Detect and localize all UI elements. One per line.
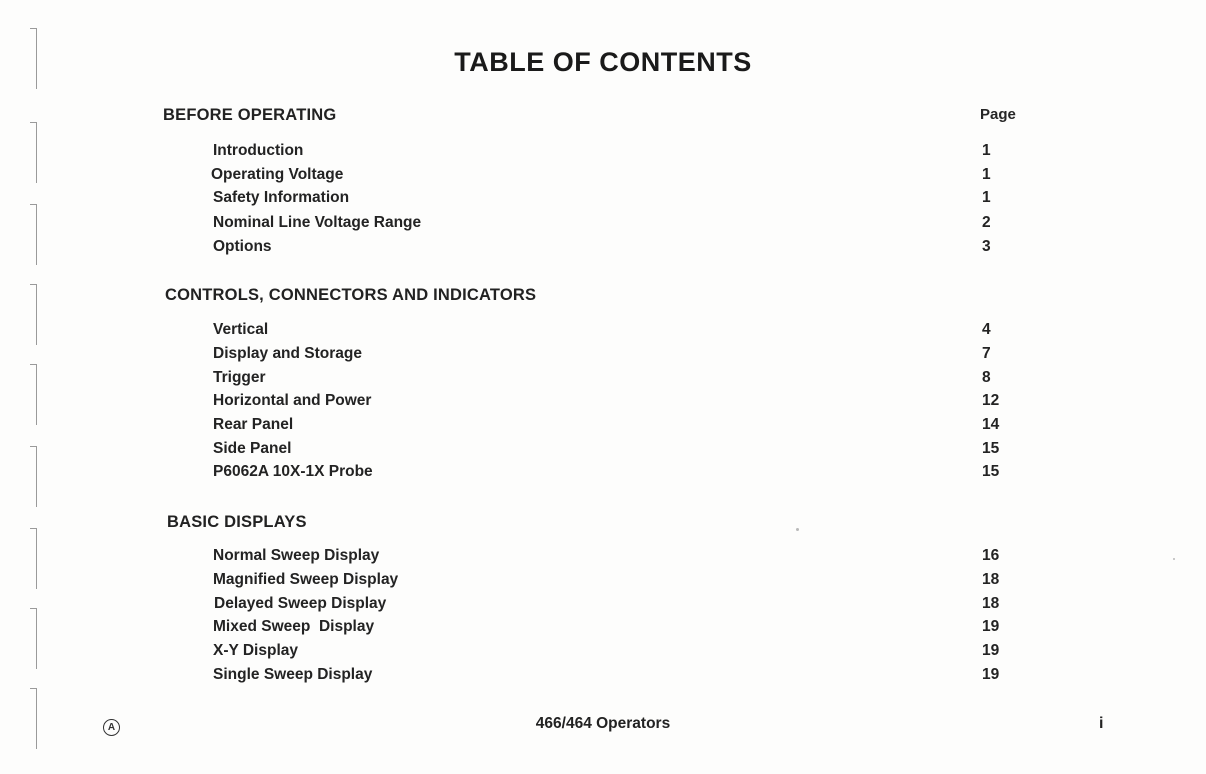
toc-entry-page: 15: [982, 440, 1000, 457]
paper-speck: [796, 528, 799, 531]
toc-entry: [0, 463, 1206, 486]
toc-entry-label: Nominal Line Voltage Range: [213, 214, 422, 231]
toc-entry-page: 18: [982, 595, 1000, 612]
page-title: TABLE OF CONTENTS: [454, 47, 752, 77]
toc-entry-page: 12: [982, 392, 1000, 409]
toc-entry: [0, 238, 1206, 261]
toc-entry: [0, 416, 1206, 439]
toc-entry-label: Mixed Sweep Display: [213, 618, 375, 635]
toc-entry: [0, 166, 1206, 189]
toc-entry-page: 7: [982, 345, 991, 362]
toc-entry-page: 1: [982, 189, 991, 206]
toc-entry-label: Operating Voltage: [211, 166, 344, 183]
toc-entry: [0, 666, 1206, 689]
toc-entry-label: Normal Sweep Display: [213, 547, 380, 564]
toc-entry-label: Side Panel: [213, 440, 292, 457]
footer-document-title: 466/464 Operators: [535, 715, 671, 732]
toc-entry-page: 19: [982, 618, 1000, 635]
toc-entry: [0, 392, 1206, 415]
toc-entry-page: 19: [982, 666, 1000, 683]
toc-entry-label: Vertical: [213, 321, 269, 338]
toc-entry-page: 8: [982, 369, 991, 386]
toc-entry-page: 18: [982, 571, 1000, 588]
toc-entry-label: Single Sweep Display: [213, 666, 373, 683]
toc-entry-label: Horizontal and Power: [213, 392, 372, 409]
toc-entry: [0, 142, 1206, 165]
page-column-heading: Page: [980, 106, 1016, 123]
footer-page-number: i: [1099, 715, 1104, 732]
toc-entry: [0, 642, 1206, 665]
section-heading-basic-displays: BASIC DISPLAYS: [167, 513, 307, 531]
toc-entry-page: 19: [982, 642, 1000, 659]
toc-entry-label: Trigger: [213, 369, 266, 386]
toc-entry-label: P6062A 10X-1X Probe: [213, 463, 373, 480]
toc-entry: [0, 321, 1206, 344]
toc-entry: [0, 214, 1206, 237]
toc-entry: [0, 571, 1206, 594]
toc-entry-label: Introduction: [213, 142, 304, 159]
toc-entry: [0, 618, 1206, 641]
toc-entry-label: X-Y Display: [213, 642, 299, 659]
toc-entry-page: 4: [982, 321, 991, 338]
section-heading-controls-connectors-indicators: CONTROLS, CONNECTORS AND INDICATORS: [165, 286, 537, 304]
toc-entry-label: Options: [213, 238, 272, 255]
toc-entry-label: Magnified Sweep Display: [213, 571, 399, 588]
toc-entry-page: 14: [982, 416, 1000, 433]
toc-entry: [0, 440, 1206, 463]
toc-entry: [0, 547, 1206, 570]
toc-entry-page: 1: [982, 142, 991, 159]
toc-entry-page: 15: [982, 463, 1000, 480]
toc-entry: [0, 189, 1206, 212]
revision-mark: A: [103, 719, 120, 736]
toc-entry-label: Safety Information: [213, 189, 350, 206]
toc-entry-page: 2: [982, 214, 991, 231]
toc-entry-label: Delayed Sweep Display: [214, 595, 387, 612]
toc-entry-label: Display and Storage: [213, 345, 363, 362]
toc-entry: [0, 369, 1206, 392]
toc-entry-label: Rear Panel: [213, 416, 294, 433]
toc-entry-page: 16: [982, 547, 1000, 564]
toc-entry-page: 3: [982, 238, 991, 255]
section-heading-before-operating: BEFORE OPERATING: [163, 106, 337, 124]
toc-entry-page: 1: [982, 166, 991, 183]
toc-entry: [0, 595, 1206, 618]
toc-entry: [0, 345, 1206, 368]
